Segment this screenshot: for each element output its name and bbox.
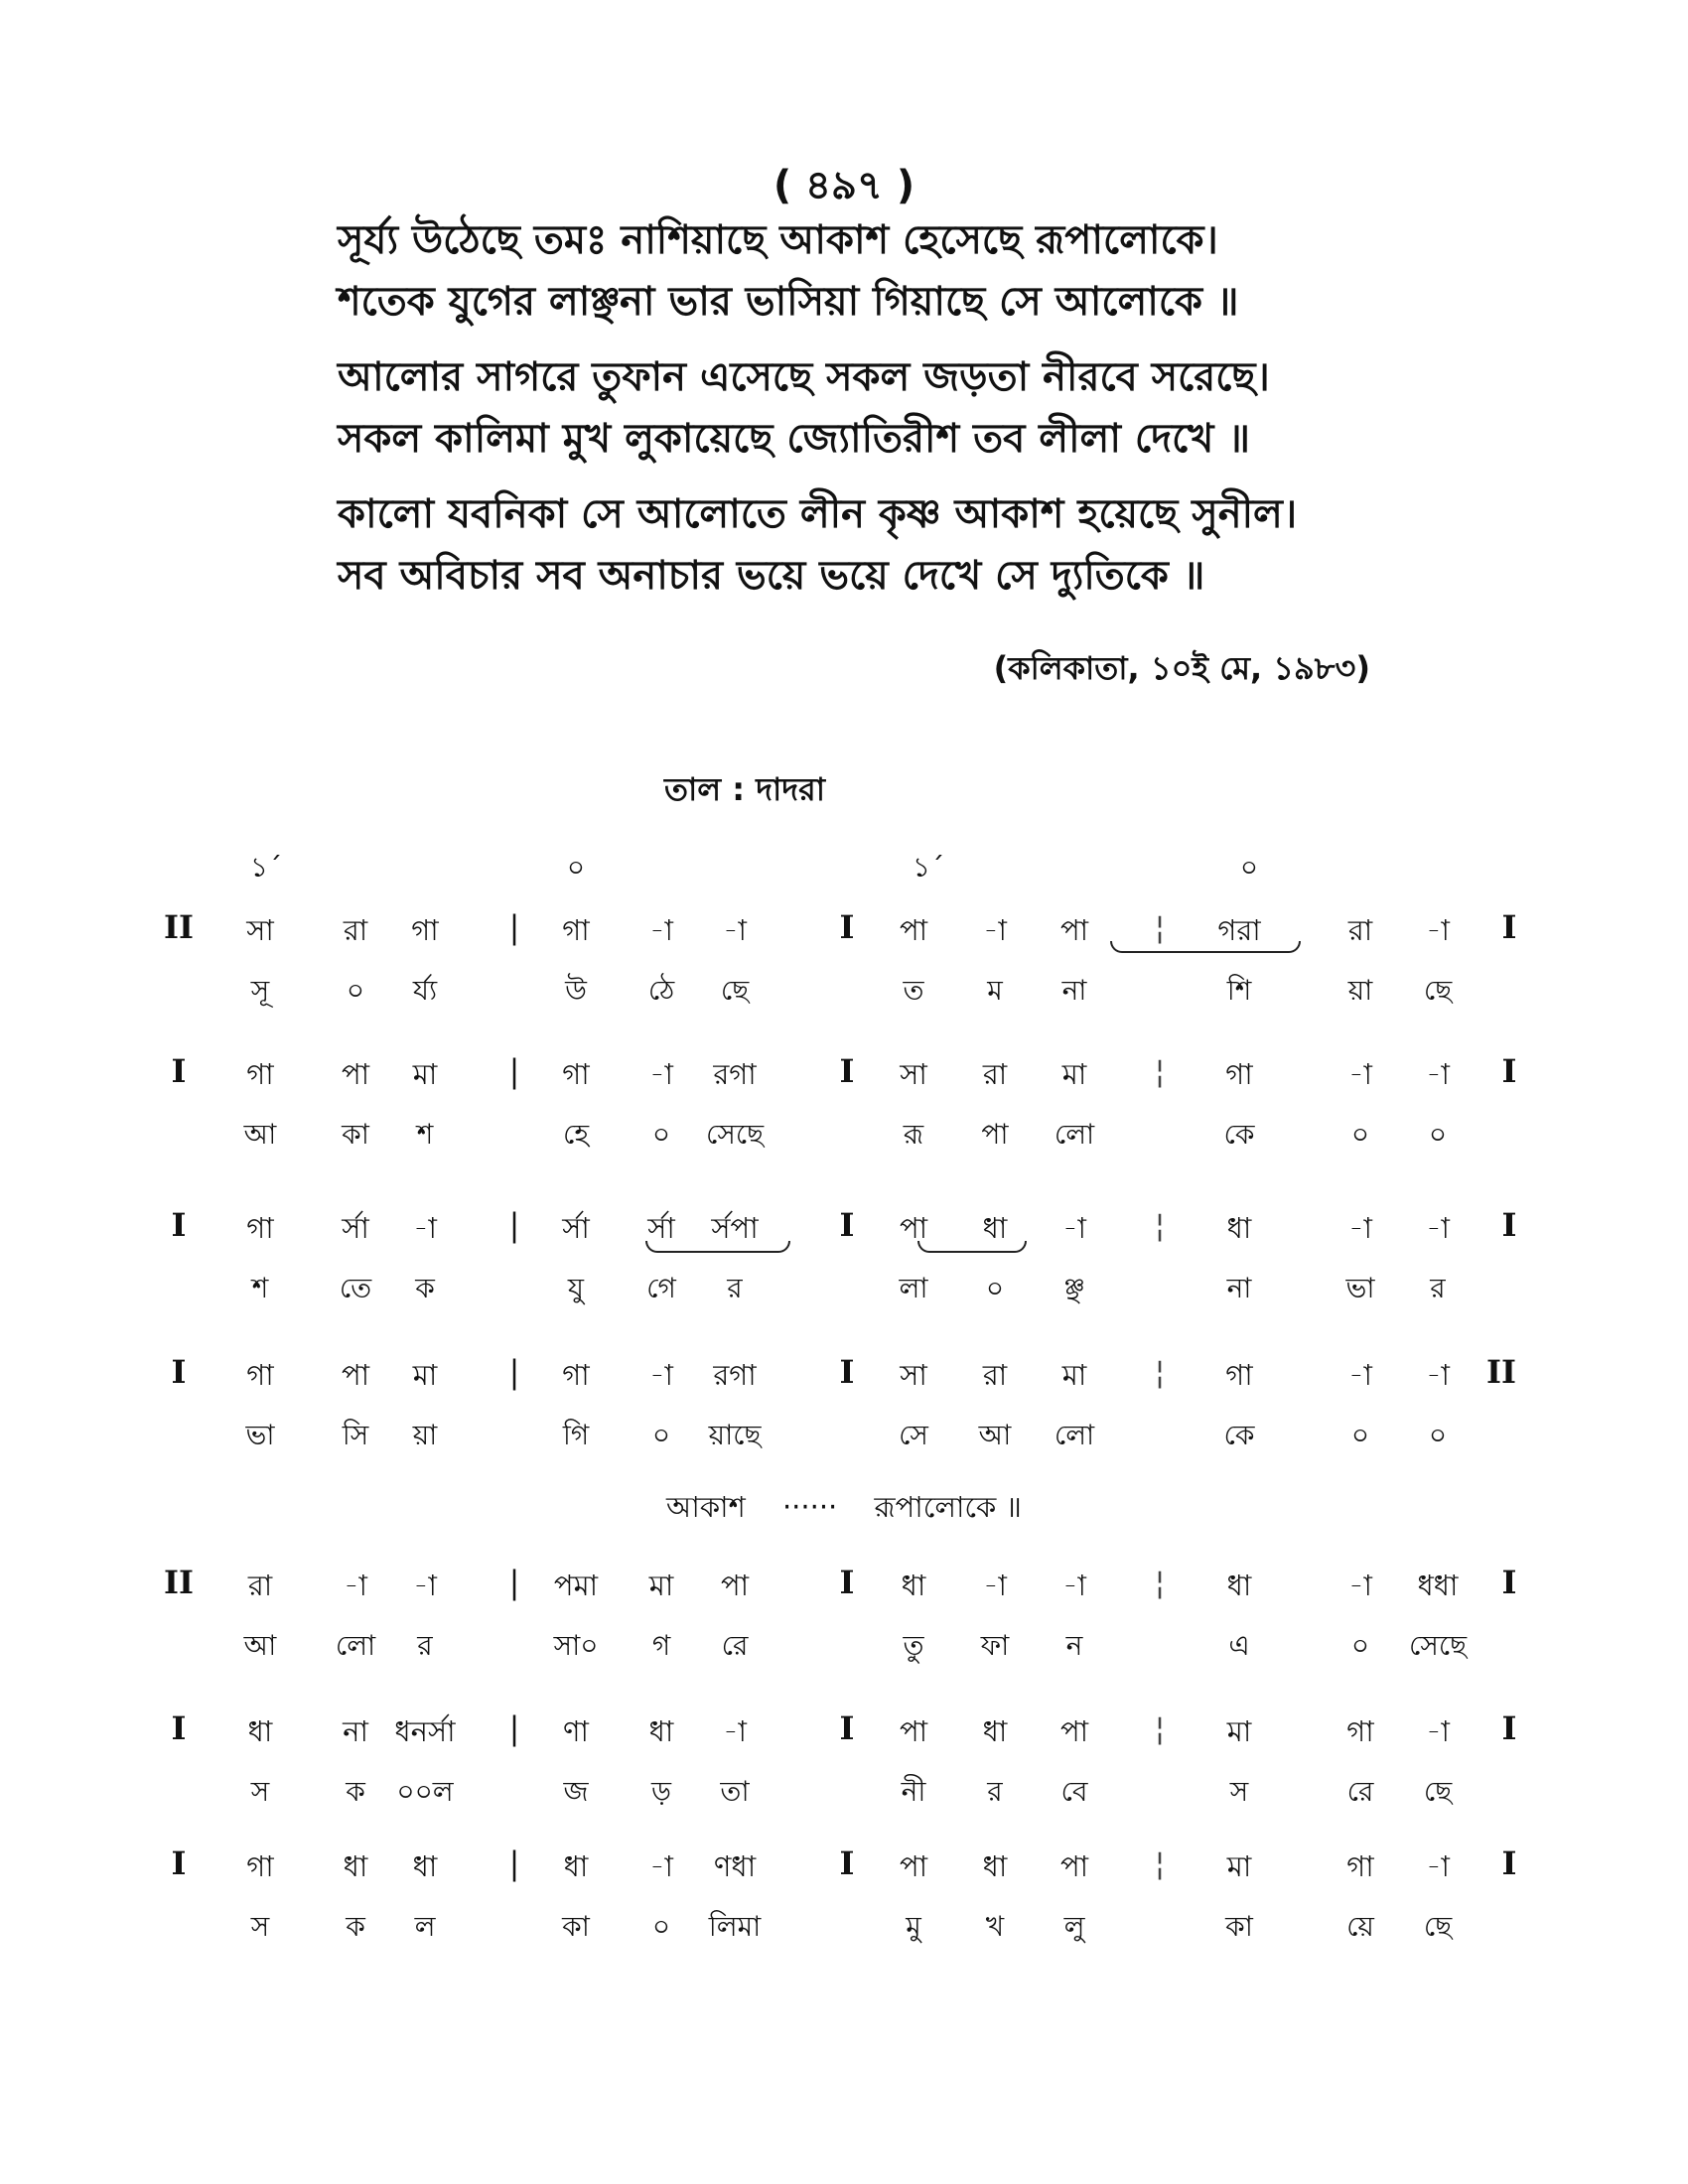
swara-note: ধা [1226, 1211, 1252, 1245]
beat-mark: ১´ [912, 851, 945, 884]
swara-note: রগা [713, 1057, 757, 1091]
lyric-syllable: র [1430, 1272, 1446, 1304]
lyric-syllable: স [1229, 1775, 1249, 1808]
swara-note: গা [246, 1057, 274, 1091]
swara-row [0, 1206, 1688, 1252]
lyric-syllable: য়া [1347, 974, 1373, 1007]
lyric-syllable: এ [1228, 1629, 1250, 1662]
barline: ¦ [1154, 1844, 1166, 1882]
refrain-end: রূপালোকে ॥ [874, 1490, 1022, 1524]
swara-note: -া [1348, 1211, 1372, 1245]
lyric-syllable: না [1226, 1272, 1252, 1304]
bol-row [0, 1414, 1688, 1459]
barline: I [1501, 1844, 1517, 1882]
swara-note: পা [341, 1057, 370, 1091]
lyric-syllable: লো [1054, 1118, 1095, 1151]
barline: I [171, 1353, 187, 1391]
barline: I [839, 1206, 855, 1244]
swara-note: -া [1426, 1057, 1450, 1091]
lyric-syllable: ছে [1423, 974, 1453, 1007]
lyric-syllable: বে [1060, 1775, 1088, 1808]
beat-marks [0, 846, 1688, 886]
poem-line: সকল কালিমা মুখ লুকায়েছে জ্যোতিরীশ তব লীলা দেখে ॥ [338, 416, 1250, 462]
swara-note: পা [899, 1714, 928, 1748]
lyric-syllable: লিমা [708, 1910, 762, 1943]
lyric-syllable: হে [562, 1118, 590, 1151]
page-number: ( ৪৯৭ ) [773, 163, 915, 208]
swara-note: -া [1062, 1211, 1086, 1245]
barline: ¦ [1154, 908, 1166, 946]
barline: I [171, 1844, 187, 1882]
lyric-syllable: য়াছে [708, 1419, 762, 1451]
barline: I [1501, 1052, 1517, 1090]
lyric-syllable: ০ [1428, 1118, 1448, 1151]
lyric-syllable: কা [342, 1118, 369, 1151]
lyric-syllable: আ [243, 1118, 277, 1151]
swara-note: -া [649, 913, 673, 947]
bol-row [0, 1267, 1688, 1312]
swara-note: রগা [713, 1358, 757, 1392]
lyric-syllable: ছে [1423, 1775, 1453, 1808]
lyric-syllable: সে [899, 1419, 928, 1451]
swara-note: -া [413, 1569, 437, 1602]
lyric-syllable: রে [721, 1629, 749, 1662]
barline: I [1501, 1709, 1517, 1747]
lyric-syllable: ০ [651, 1910, 671, 1943]
swara-note: পা [720, 1569, 750, 1602]
beat-mark: ০ [566, 851, 586, 884]
lyric-syllable: সূ [250, 974, 270, 1007]
swara-note: -া [344, 1569, 367, 1602]
barline: I [839, 1353, 855, 1391]
lyric-syllable: শি [1226, 974, 1252, 1007]
swara-note: ধনর্সা [394, 1714, 456, 1748]
swara-note: মা [1226, 1849, 1252, 1883]
barline: | [508, 1052, 520, 1090]
lyric-syllable: য়া [412, 1419, 438, 1451]
barline: ¦ [1154, 1052, 1166, 1090]
barline: I [839, 1844, 855, 1882]
lyric-syllable: ল [414, 1910, 436, 1943]
barline: ¦ [1154, 1206, 1166, 1244]
swara-note: ধা [412, 1849, 438, 1883]
refrain-dots: ······ [781, 1490, 838, 1524]
lyric-syllable: ০ [1350, 1419, 1370, 1451]
swara-note: ধা [1226, 1569, 1252, 1602]
poem-line: আলোর সাগরে তুফান এসেছে সকল জড়তা নীরবে সরেছে। [338, 354, 1270, 400]
swara-note: -া [649, 1057, 673, 1091]
swara-note: রা [982, 1057, 1008, 1091]
beat-mark: ০ [1239, 851, 1259, 884]
swara-note: রা [982, 1358, 1008, 1392]
barline: | [508, 1564, 520, 1601]
swara-note: রা [343, 913, 368, 947]
barline: | [508, 908, 520, 946]
composition-date: (কলিকাতা, ১০ই মে, ১৯৮৩) [993, 649, 1370, 687]
beat-mark: ১´ [249, 851, 283, 884]
swara-row [0, 1564, 1688, 1609]
bol-row [0, 1905, 1688, 1951]
lyric-syllable: সা০ [553, 1629, 599, 1662]
barline: II [164, 1564, 194, 1601]
lyric-syllable: লু [1063, 1910, 1085, 1943]
slur-mark [917, 1241, 1027, 1253]
lyric-syllable: গে [646, 1272, 676, 1304]
swara-note: মা [1061, 1057, 1087, 1091]
swara-note: -া [649, 1358, 673, 1392]
lyric-syllable: ভা [245, 1419, 275, 1451]
swara-row [0, 1353, 1688, 1399]
lyric-syllable: ০ [651, 1118, 671, 1151]
lyric-syllable: ০০ল [396, 1775, 454, 1808]
lyric-syllable: ড় [651, 1775, 671, 1808]
poem-line: সব অবিচার সব অনাচার ভয়ে ভয়ে দেখে সে দ্যুতিকে ॥ [338, 553, 1205, 599]
poem-line: সূর্য্য উঠেছে তমঃ নাশিয়াছে আকাশ হেসেছে রূপালোকে। [338, 217, 1218, 263]
swara-note: গা [246, 1849, 274, 1883]
barline: I [839, 908, 855, 946]
barline: I [839, 1564, 855, 1601]
lyric-syllable: কা [562, 1910, 590, 1943]
lyric-syllable: তে [339, 1272, 372, 1304]
lyric-syllable: শ [251, 1272, 269, 1304]
lyric-syllable: ক [415, 1272, 435, 1304]
swara-note: পা [1059, 1849, 1089, 1883]
swara-note: পা [899, 913, 928, 947]
swara-note: ধা [343, 1849, 368, 1883]
lyric-syllable: লো [335, 1629, 376, 1662]
swara-note: -া [649, 1849, 673, 1883]
swara-note: -া [723, 1714, 747, 1748]
swara-note: র্সপা [711, 1211, 759, 1245]
swara-note: ধধা [1417, 1569, 1459, 1602]
lyric-syllable: সেছে [1408, 1629, 1468, 1662]
swara-note: গা [562, 1057, 590, 1091]
lyric-syllable: আ [978, 1419, 1012, 1451]
lyric-syllable: র [727, 1272, 743, 1304]
barline: I [839, 1709, 855, 1747]
lyric-syllable: ন [1065, 1629, 1083, 1662]
swara-note: মা [412, 1057, 438, 1091]
swara-note: র্সা [562, 1211, 590, 1245]
swara-note: -া [1426, 1358, 1450, 1392]
swara-note: সা [900, 1358, 927, 1392]
tala-heading: তাল : দাদরা [664, 770, 825, 808]
swara-note: গরা [1217, 913, 1261, 947]
swara-note: ধা [982, 1211, 1008, 1245]
swara-note: -া [983, 1569, 1007, 1602]
lyric-syllable: যু [567, 1272, 585, 1304]
swara-note: -া [983, 913, 1007, 947]
lyric-syllable: ফা [980, 1629, 1010, 1662]
swara-note: ধা [247, 1714, 273, 1748]
swara-note: রা [1347, 913, 1373, 947]
slur-mark [645, 1241, 790, 1253]
swara-note: -া [1348, 1358, 1372, 1392]
barline: II [164, 908, 194, 946]
barline: I [839, 1052, 855, 1090]
barline: II [1486, 1353, 1516, 1391]
bol-row [0, 1770, 1688, 1816]
swara-note: পা [1059, 913, 1089, 947]
swara-note: -া [723, 913, 747, 947]
lyric-syllable: তা [720, 1775, 750, 1808]
swara-note: সা [246, 913, 274, 947]
lyric-syllable: রে [1346, 1775, 1374, 1808]
barline: I [1501, 1206, 1517, 1244]
lyric-syllable: ক [346, 1775, 365, 1808]
slur-mark [1110, 941, 1301, 953]
lyric-syllable: ত [903, 974, 924, 1007]
swara-note: মা [1226, 1714, 1252, 1748]
barline: ¦ [1154, 1564, 1166, 1601]
swara-note: ণা [563, 1714, 589, 1748]
lyric-syllable: ক [346, 1910, 365, 1943]
lyric-syllable: শ [416, 1118, 434, 1151]
lyric-syllable: র [417, 1629, 433, 1662]
poem-stanza-1 [338, 217, 1529, 343]
lyric-syllable: ছে [720, 974, 750, 1007]
poem-line: কালো যবনিকা সে আলোতে লীন কৃষ্ণ আকাশ হয়েছে সুনীল। [338, 491, 1298, 537]
refrain-start: আকাশ [666, 1490, 746, 1524]
swara-note: গা [1225, 1358, 1253, 1392]
swara-note: পা [899, 1849, 928, 1883]
swara-note: সা [900, 1057, 927, 1091]
swara-note: ণধা [713, 1849, 757, 1883]
lyric-syllable: নী [901, 1775, 926, 1808]
poem-stanza-2 [338, 354, 1529, 480]
lyric-syllable: ০ [651, 1419, 671, 1451]
lyric-syllable: কে [1223, 1118, 1255, 1151]
barline: I [1501, 1564, 1517, 1601]
poem-line: শতেক যুগের লাঞ্ছনা ভার ভাসিয়া গিয়াছে সে আলোকে ॥ [338, 279, 1239, 325]
lyric-syllable: উ [565, 974, 587, 1007]
swara-note: রা [247, 1569, 273, 1602]
refrain-line [0, 1485, 1688, 1534]
swara-note: -া [1426, 1714, 1450, 1748]
lyric-syllable: ০ [1350, 1118, 1370, 1151]
lyric-syllable: আ [243, 1629, 277, 1662]
swara-note: গা [1225, 1057, 1253, 1091]
lyric-syllable: রূ [903, 1118, 924, 1151]
swara-note: পা [899, 1211, 928, 1245]
swara-note: র্সা [647, 1211, 675, 1245]
swara-note: মা [648, 1569, 674, 1602]
barline: | [508, 1709, 520, 1747]
swara-note: গা [411, 913, 439, 947]
swara-row [0, 1052, 1688, 1098]
swara-row [0, 1709, 1688, 1755]
swara-note: -া [1426, 1211, 1450, 1245]
lyric-syllable: সেছে [705, 1118, 765, 1151]
swara-note: -া [413, 1211, 437, 1245]
lyric-syllable: ঞ্ছ [1063, 1272, 1085, 1304]
swara-note: মা [412, 1358, 438, 1392]
lyric-syllable: ০ [346, 974, 365, 1007]
lyric-syllable: খ [985, 1910, 1005, 1943]
swara-note: পা [1059, 1714, 1089, 1748]
swara-row [0, 1844, 1688, 1890]
lyric-syllable: ম [987, 974, 1003, 1007]
bol-row [0, 1113, 1688, 1159]
lyric-syllable: স [250, 1910, 270, 1943]
swara-note: ধা [648, 1714, 674, 1748]
lyric-syllable: য়ে [1346, 1910, 1374, 1943]
lyric-syllable: গি [562, 1419, 590, 1451]
lyric-syllable: র্য্য [412, 974, 438, 1007]
lyric-syllable: র [987, 1775, 1003, 1808]
swara-note: -া [1348, 1569, 1372, 1602]
swara-note: ধা [982, 1849, 1008, 1883]
swara-note: গা [246, 1358, 274, 1392]
swara-row [0, 908, 1688, 954]
lyric-syllable: পা [981, 1118, 1009, 1151]
swara-note: পা [341, 1358, 370, 1392]
barline: | [508, 1844, 520, 1882]
lyric-syllable: লো [1054, 1419, 1095, 1451]
bol-row [0, 1624, 1688, 1670]
swara-note: -া [1062, 1569, 1086, 1602]
lyric-syllable: ভা [1345, 1272, 1375, 1304]
lyric-syllable: ছে [1423, 1910, 1453, 1943]
swara-note: ধা [563, 1849, 589, 1883]
barline: ¦ [1154, 1353, 1166, 1391]
swara-note: গা [562, 1358, 590, 1392]
swara-note: না [343, 1714, 368, 1748]
lyric-syllable: তু [903, 1629, 924, 1662]
swara-note: গা [1346, 1849, 1374, 1883]
swara-note: র্সা [342, 1211, 369, 1245]
barline: I [171, 1206, 187, 1244]
swara-note: গা [562, 913, 590, 947]
lyric-syllable: জ [563, 1775, 589, 1808]
lyric-syllable: ০ [1428, 1419, 1448, 1451]
swara-note: ধা [901, 1569, 926, 1602]
swara-note: -া [1348, 1057, 1372, 1091]
poem [338, 217, 1529, 631]
swara-note: গা [1346, 1714, 1374, 1748]
lyric-syllable: ঠে [647, 974, 675, 1007]
swara-note: -া [1426, 913, 1450, 947]
lyric-syllable: মু [906, 1910, 921, 1943]
poem-stanza-3 [338, 491, 1529, 617]
barline: | [508, 1353, 520, 1391]
lyric-syllable: ০ [1350, 1629, 1370, 1662]
swara-note: পমা [553, 1569, 599, 1602]
lyric-syllable: স [250, 1775, 270, 1808]
lyric-syllable: কে [1223, 1419, 1255, 1451]
lyric-syllable: ০ [985, 1272, 1005, 1304]
barline: | [508, 1206, 520, 1244]
swara-note: মা [1061, 1358, 1087, 1392]
bol-row [0, 969, 1688, 1015]
barline: I [171, 1709, 187, 1747]
barline: I [1501, 908, 1517, 946]
barline: ¦ [1154, 1709, 1166, 1747]
swara-note: ধা [982, 1714, 1008, 1748]
lyric-syllable: লা [899, 1272, 928, 1304]
barline: I [171, 1052, 187, 1090]
lyric-syllable: কা [1225, 1910, 1253, 1943]
lyric-syllable: গ [651, 1629, 671, 1662]
swara-note: -া [1426, 1849, 1450, 1883]
lyric-syllable: না [1061, 974, 1087, 1007]
lyric-syllable: সি [342, 1419, 369, 1451]
swara-note: গা [246, 1211, 274, 1245]
